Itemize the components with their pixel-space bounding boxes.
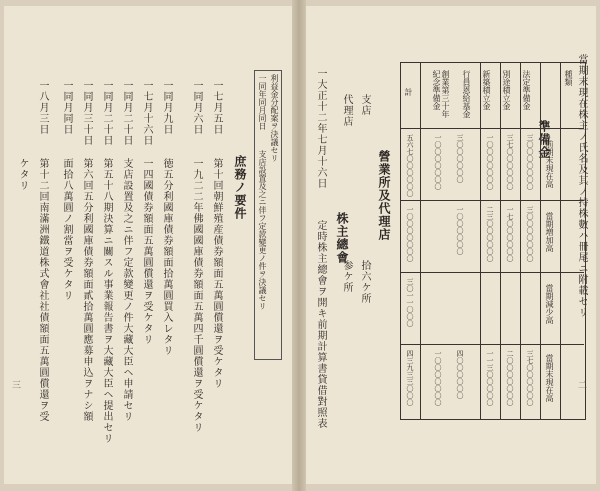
branch-value: 拾六ケ所 xyxy=(359,260,370,304)
cell-2-1: 三七〇〇〇〇〇〇 xyxy=(506,134,514,190)
meeting-date: 一大正十二年七月十六日 xyxy=(315,68,326,189)
cell-2-2: 一七〇〇〇〇〇〇 xyxy=(506,206,514,262)
cell-3-1: 一〇〇〇〇〇〇〇 xyxy=(486,134,494,190)
entry-date-1: 一七月五日 xyxy=(211,80,222,135)
book-gutter xyxy=(292,0,306,491)
page-number-left: 三 xyxy=(12,381,22,391)
entry-text-9: 第十二回南滿洲鐵道株式會社社債額面五萬圓償還ヲ受 xyxy=(37,158,48,422)
cell-3-4: 一一三〇〇〇〇〇 xyxy=(486,350,494,406)
meeting-text: 定時株主總會ヲ開キ前期計算書貸借對照表 xyxy=(315,220,326,429)
cell-5-4: 一〇〇〇〇〇〇〇 xyxy=(434,350,442,406)
column-header-kind: 種類 xyxy=(564,70,573,86)
entry-date-6: 一同月二十日 xyxy=(101,80,112,146)
total-label: 計 xyxy=(404,88,413,96)
entry-date-7: 一同月三十日 xyxy=(81,80,92,146)
entry-text-2: 一九二二年佛國國庫債券額面五萬四千圓償還ヲ受ケタリ xyxy=(191,158,202,433)
entry-text-6: 第五十八期決算ニ關スル事業報告書ヲ大藏大臣ヘ提出セリ xyxy=(101,158,112,444)
row-label-3: 新築積立金 xyxy=(482,70,491,110)
shareholders-note: 當期末現在株主ノ氏名及其ノ持株數ハ冊尾ニ附載セリ xyxy=(576,54,587,318)
entry-text-8: 面拾八萬圓ノ割當ヲ受ケタリ xyxy=(61,158,72,301)
entry-text-5: 支店設置及之ニ伴フ定款變更ノ件大藏大臣ヘ申請セリ xyxy=(121,158,132,422)
reserve-title: 準備金 xyxy=(537,120,551,159)
column-decrease: 當期減少高 xyxy=(545,284,554,324)
prior-line-2: 一同年同月同日 xyxy=(258,74,267,130)
entry-date-4: 一七月十六日 xyxy=(141,80,152,146)
cell-1-1: 三〇〇〇〇〇〇〇 xyxy=(526,134,534,190)
cell-4-2: 一〇〇〇〇〇〇 xyxy=(456,206,464,255)
page-number-right: 二 xyxy=(578,381,588,391)
entry-date-5: 一同月二十日 xyxy=(121,80,132,146)
cell-4-1: 三〇〇〇〇〇〇 xyxy=(456,134,464,183)
row-label-1: 法定準備金 xyxy=(522,70,531,110)
agency-value: 参ケ所 xyxy=(341,260,352,293)
total-3: 三〇一一〇〇〇 xyxy=(406,278,414,327)
section-title: 庶務ノ要件 xyxy=(233,155,247,220)
total-1: 五六七〇〇〇〇〇〇 xyxy=(406,134,414,197)
meeting-title: 株主總會 xyxy=(335,212,349,264)
entry-text-1: 第十回朝鮮殖産債券額面五萬圓償還ヲ受ケタリ xyxy=(211,158,222,389)
entry-date-8: 一同月同日 xyxy=(61,80,72,135)
prior-line-3: 支店設置及之ニ伴フ定款變更ノ件ヲ決議セリ xyxy=(258,150,267,310)
total-4: 四三九三三〇〇〇 xyxy=(406,350,414,406)
column-prev: 前期末現在高 xyxy=(545,140,554,188)
branch-label: 支店 xyxy=(359,94,370,116)
entry-date-2: 一同月六日 xyxy=(191,80,202,135)
row-label-5: 創業第三十年紀念準備金 xyxy=(432,70,450,118)
entry-text-4: 一四國債券額面五萬圓償還ヲ受ケタリ xyxy=(141,158,152,345)
agency-label: 代理店 xyxy=(341,94,352,127)
cell-5-1: 一〇〇〇〇〇〇〇 xyxy=(434,134,442,190)
prior-line-1: 利益金分配案ヲ決議セリ xyxy=(270,74,279,162)
entry-date-3: 一同月九日 xyxy=(161,80,172,135)
entry-text-3: 徳五分利國庫債券額面拾萬圓買入レタリ xyxy=(161,158,172,356)
column-increase: 當期増加高 xyxy=(545,212,554,252)
column-current: 當期末現在高 xyxy=(545,354,554,402)
total-2: 一〇〇〇〇〇〇〇 xyxy=(406,206,414,262)
cell-2-4: 二〇〇〇〇〇〇〇 xyxy=(506,350,514,406)
cell-4-4: 四〇〇〇〇〇〇 xyxy=(456,350,464,399)
entry-date-9: 一八月三日 xyxy=(37,80,48,135)
row-label-4: 行員恩給基金 xyxy=(462,70,471,118)
entry-text-10: ケタリ xyxy=(17,158,28,191)
cell-1-4: 三七〇〇〇〇〇〇 xyxy=(526,350,534,406)
branches-title: 營業所及代理店 xyxy=(377,150,391,241)
row-label-2: 別途積立金 xyxy=(502,70,511,110)
cell-3-2: 二三〇〇〇〇〇〇 xyxy=(486,206,494,262)
entry-text-7: 第六回五分利國庫債券額面貳拾萬圓應募申込ヲナシ額 xyxy=(81,158,92,422)
cell-1-2: 三〇〇〇〇〇〇〇 xyxy=(526,206,534,262)
